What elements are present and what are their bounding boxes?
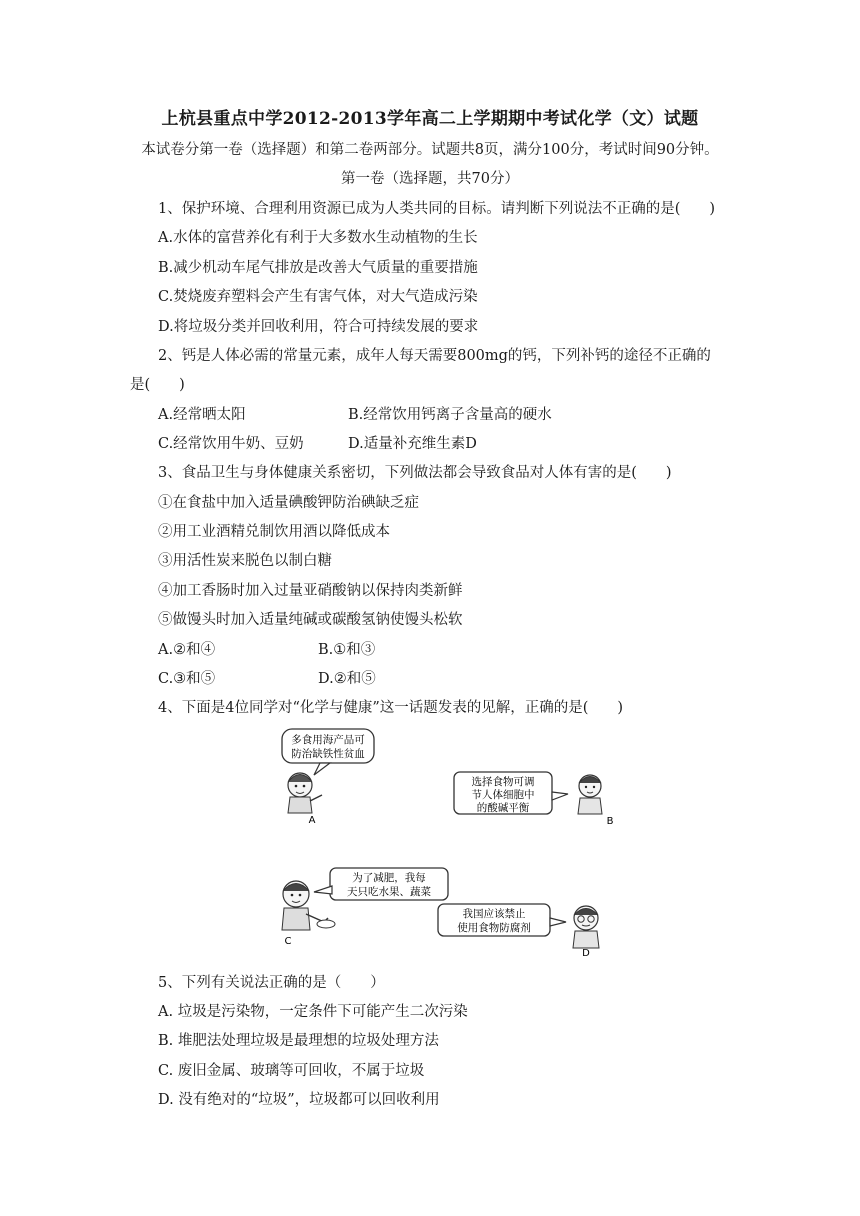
speech-text-line1: 选择食物可调: [471, 776, 535, 788]
figure-letter: C: [284, 936, 292, 947]
girl-student-icon: [288, 773, 322, 813]
q5-option-a: A. 垃圾是污染物，一定条件下可能产生二次污染: [158, 1004, 468, 1020]
q1-stem: 1、保护环境、合理利用资源已成为人类共同的目标。请判断下列说法不正确的是( ): [158, 201, 716, 217]
figure-letter: A: [308, 815, 316, 825]
speech-bubble-tail: [314, 886, 332, 894]
figure-letter: B: [606, 816, 614, 827]
q1-option-a: A.水体的富营养化有利于大多数水生动植物的生长: [158, 230, 478, 246]
q5-option-c: C. 废旧金属、玻璃等可回收，不属于垃圾: [158, 1063, 425, 1079]
student-with-glasses-icon: [573, 906, 599, 948]
section-heading: 第一卷（选择题，共70分）: [341, 171, 519, 187]
q1-option-c: C.焚烧废弃塑料会产生有害气体，对大气造成污染: [158, 289, 478, 305]
boy-student-icon: [578, 775, 602, 814]
q3-option-b: B.①和③: [318, 642, 376, 658]
q5-option-d: D. 没有绝对的“垃圾”，垃圾都可以回收利用: [158, 1092, 440, 1108]
q3-item-1: ①在食盐中加入适量碘酸钾防治碘缺乏症: [158, 495, 419, 511]
speech-text-line2: 天只吃水果、蔬菜: [347, 886, 431, 898]
q2-stem-line2: 是( ): [130, 377, 185, 393]
q2-option-c: C.经常饮用牛奶、豆奶: [158, 436, 304, 452]
q2-option-d: D.适量补充维生素D: [348, 436, 477, 452]
figure-letter: D: [582, 948, 590, 958]
q2-stem-line1: 2、钙是人体必需的常量元素，成年人每天需要800mg的钙，下列补钙的途径不正确的: [158, 348, 711, 364]
speech-text-line2: 防治缺铁性贫血: [291, 748, 365, 760]
speech-text-line3: 的酸碱平衡: [476, 802, 530, 814]
q3-option-a: A.②和④: [158, 642, 216, 658]
q2-option-b: B.经常饮用钙离子含量高的硬水: [348, 407, 552, 423]
page-title: 上杭县重点中学2012-2013学年高二上学期期中考试化学（文）试题: [161, 109, 699, 129]
speech-bubble-tail: [550, 918, 566, 926]
q3-stem: 3、食品卫生与身体健康关系密切，下列做法都会导致食品对人体有害的是( ): [158, 465, 672, 481]
figure-c: [270, 864, 454, 950]
speech-text-line1: 为了减肥，我每: [352, 872, 426, 884]
q5-option-b: B. 堆肥法处理垃圾是最理想的垃圾处理方法: [158, 1033, 439, 1049]
speech-text-line1: 多食用海产品可: [291, 734, 365, 746]
figure-a: [270, 725, 380, 825]
figure-d: [436, 900, 616, 958]
speech-text-line2: 节人体细胞中: [471, 789, 535, 801]
exam-intro: 本试卷分第一卷（选择题）和第二卷两部分。试题共8页，满分100分，考试时间90分钟。: [141, 142, 719, 158]
q3-item-5: ⑤做馒头时加入适量纯碱或碳酸氢钠使馒头松软: [158, 612, 463, 628]
q1-option-b: B.减少机动车尾气排放是改善大气质量的重要措施: [158, 260, 478, 276]
q3-item-4: ④加工香肠时加入过量亚硝酸钠以保持肉类新鲜: [158, 583, 463, 599]
q3-option-d: D.②和⑤: [318, 671, 376, 687]
q3-option-c: C.③和⑤: [158, 671, 216, 687]
q4-stem: 4、下面是4位同学对“化学与健康”这一话题发表的见解，正确的是( ): [158, 700, 624, 716]
speech-bubble-tail: [314, 763, 330, 775]
speech-bubble-tail: [552, 792, 568, 800]
speech-text-line1: 我国应该禁止: [462, 908, 526, 920]
q5-stem: 5、下列有关说法正确的是（ ）: [158, 975, 385, 991]
q3-item-3: ③用活性炭来脱色以制白糖: [158, 553, 332, 569]
q2-option-a: A.经常晒太阳: [158, 407, 246, 423]
q3-item-2: ②用工业酒精兑制饮用酒以降低成本: [158, 524, 390, 540]
speech-text-line2: 使用食物防腐剂: [457, 922, 531, 934]
figure-b: [452, 766, 632, 828]
q1-option-d: D.将垃圾分类并回收利用，符合可持续发展的要求: [158, 319, 479, 335]
